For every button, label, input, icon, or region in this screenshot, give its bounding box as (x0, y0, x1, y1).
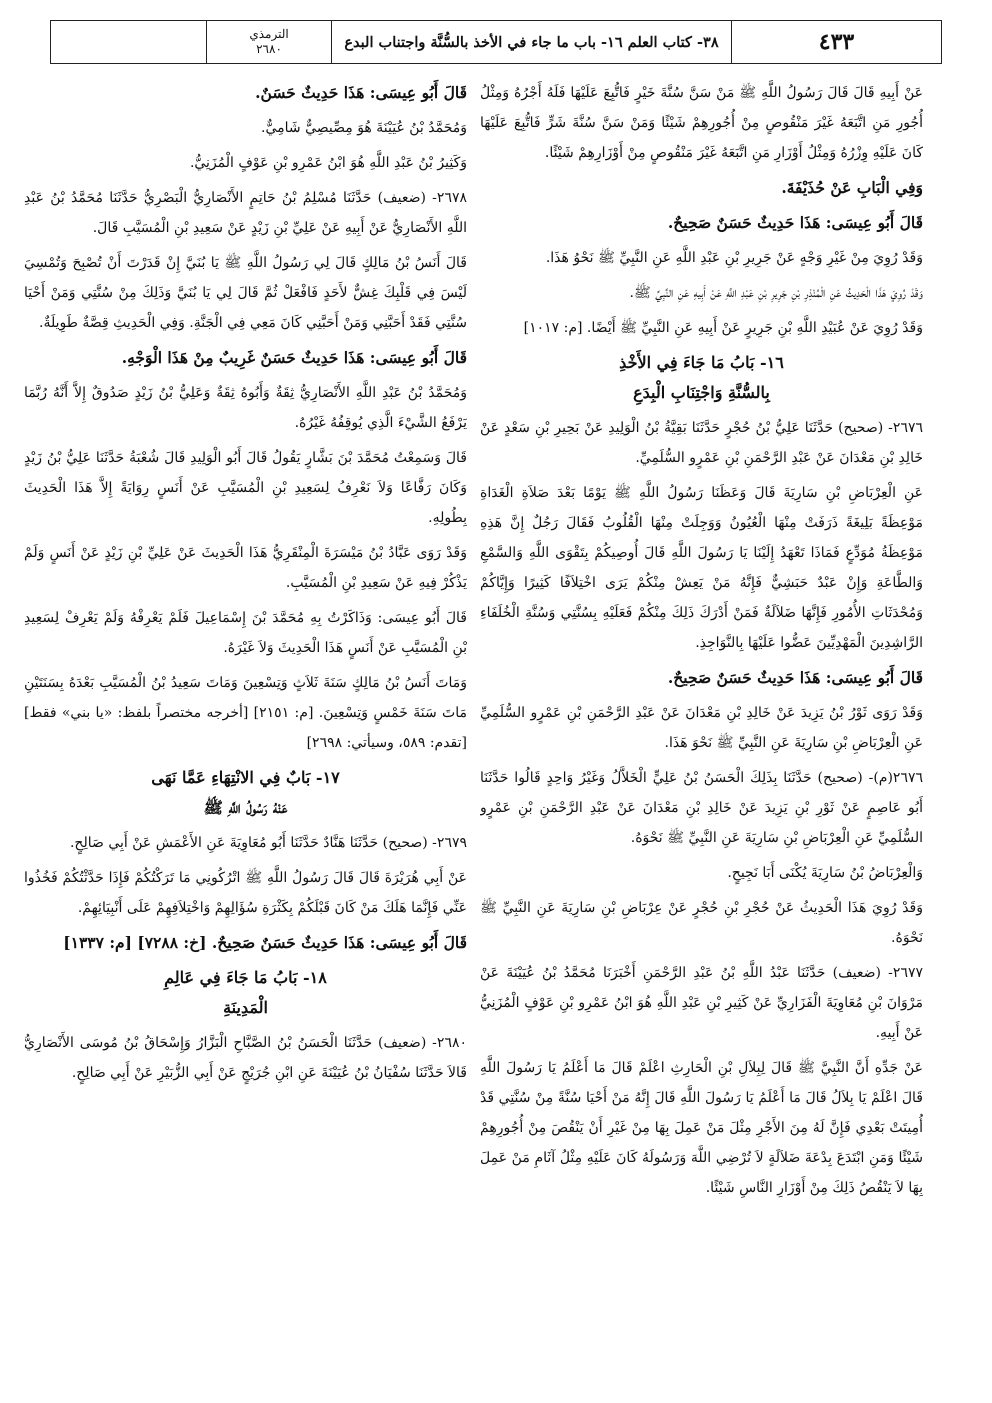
source-box (206, 21, 331, 63)
abu-isa-comment: قَالَ أَبُو عِيسَى: هَذَا حَدِيثٌ حَسَنٌ. (255, 83, 467, 102)
text-paragraph: عَنْ أَبِي هُرَيْرَةَ قَالَ قَالَ رَسُولُ اللَّهِ ﷺ اتْرُكُونِي مَا تَرَكْتُكُمْ فَإِذَا حَدَّثْتُكُمْ فَخُذُوا عَنِّي فَإِنَّمَا هَلَكَ مَنْ كَانَ قَبْلَكُمْ بِكَثْرَةِ سُؤَالِهِمْ وَاخْتِلاَفِهِمْ عَلَى أَنْبِيَائِهِمْ. (24, 870, 467, 916)
hadith-2678: ٢٦٧٨- (ضعيف) حَدَّثَنَا مُسْلِمُ بْنُ حَاتِمٍ الأَنْصَارِيُّ الْبَصْرِيُّ حَدَّثَنَا مُحَمَّدُ بْنُ عَبْدِ اللَّهِ الأَنْصَارِيُّ عَنْ أَبِيهِ عَنْ عَلِيِّ بْنِ زَيْدٍ عَنْ سَعِيدِ بْنِ الْمُسَيَّبِ قَالَ. (24, 190, 467, 236)
hadith-2679: ٢٦٧٩- (صحيح) حَدَّثَنَا هَنَّادٌ حَدَّثَنَا أَبُو مُعَاوِيَةَ عَنِ الأَعْمَشِ عَنْ أَبِي صَالِحٍ. (69, 835, 467, 851)
abu-isa-comment: قَالَ أَبُو عِيسَى: هَذَا حَدِيثٌ حَسَنٌ صَحِيحٌ. [خ: ٧٢٨٨] [م: ١٣٣٧] (63, 933, 467, 952)
text-paragraph: وَمُحَمَّدُ بْنُ عَبْدِ اللَّهِ الأَنْصَارِيُّ ثِقَةٌ وَأَبُوهُ ثِقَةٌ وَعَلِيُّ بْنُ زَيْدٍ صَدُوقٌ إِلاَّ أَنَّهُ رُبَّمَا يَرْفَعُ الشَّيْءَ الَّذِي يُوقِفُهُ غَيْرُهُ. (24, 385, 467, 431)
text-paragraph: وَقَدْ رُوِيَ مِنْ غَيْرِ وَجْهٍ عَنْ جَرِيرِ بْنِ عَبْدِ اللَّهِ عَنِ النَّبِيِّ ﷺ نَحْوُ هَذَا. (545, 250, 923, 266)
text-paragraph: وَكَثِيرُ بْنُ عَبْدِ اللَّهِ هُوَ ابْنُ عَمْرِو بْنِ عَوْفٍ الْمُزَنِيُّ. (189, 155, 467, 171)
hadith-range: ٢٦٨٠ (256, 42, 282, 56)
hadith-2676m: ٢٦٧٦(م)- (صحيح) حَدَّثَنَا بِذَلِكَ الْحَسَنُ بْنُ عَلِيٍّ الْخَلاَّلُ وَغَيْرُ وَاحِدٍ قَالُوا حَدَّثَنَا أَبُو عَاصِمٍ عَنْ ثَوْرِ بْنِ يَزِيدَ عَنْ خَالِدِ بْنِ مَعْدَانَ عَنْ عَبْدِ الرَّحْمَنِ بْنِ عَمْرٍو السُّلَمِيِّ عَنِ الْعِرْبَاضِ بْنِ سَارِيَةَ عَنِ النَّبِيِّ ﷺ نَحْوَهُ. (480, 770, 923, 846)
abu-isa-comment: قَالَ أَبُو عِيسَى: وَذَاكَرْتُ بِهِ مُحَمَّدَ بْنَ إِسْمَاعِيلَ فَلَمْ يَعْرِفْهُ وَلَمْ يَعْرِفْ لِسَعِيدِ بْنِ الْمُسَيَّبِ عَنْ أَنَسٍ هَذَا الْحَدِيثَ وَلاَ غَيْرَهُ. (24, 610, 467, 656)
running-title: ٣٨- كتاب العلم ١٦- باب ما جاء في الأخذ بالسُّنَّة واجتناب البدع (331, 21, 731, 63)
text-paragraph: قَالَ أَنَسُ بْنُ مَالِكٍ قَالَ لِي رَسُولُ اللَّهِ ﷺ يَا بُنَيَّ إِنْ قَدَرْتَ أَنْ تُصْبِحَ وَتُمْسِيَ لَيْسَ فِي قَلْبِكَ غِشٌّ لأَحَدٍ فَافْعَلْ ثُمَّ قَالَ لِي يَا بُنَيَّ وَذَلِكَ مِنْ سُنَّتِي وَمَنْ أَحْيَا سُنَّتِي فَقَدْ أَحَبَّنِي وَمَنْ أَحَبَّنِي كَانَ مَعِي فِي الْجَنَّةِ. وَفِي الْحَدِيثِ قِصَّةٌ طَوِيلَةٌ. (24, 255, 467, 331)
abu-isa-comment: قَالَ أَبُو عِيسَى: هَذَا حَدِيثٌ حَسَنٌ صَحِيحٌ. (667, 213, 923, 232)
abu-isa-comment: قَالَ أَبُو عِيسَى: هَذَا حَدِيثٌ حَسَنٌ غَرِيبٌ مِنْ هَذَا الْوَجْهِ. (121, 348, 467, 367)
text-paragraph: وَفِي الْبَابِ عَنْ حُذَيْفَةَ. (781, 178, 923, 197)
abu-isa-comment: قَالَ أَبُو عِيسَى: هَذَا حَدِيثٌ حَسَنٌ صَحِيحٌ. (667, 668, 923, 687)
text-paragraph: وَقَدْ رَوَى ثَوْرُ بْنُ يَزِيدَ عَنْ خَالِدِ بْنِ مَعْدَانَ عَنْ عَبْدِ الرَّحْمَنِ بْنِ عَمْرٍو السُّلَمِيِّ عَنِ الْعِرْبَاضِ بْنِ سَارِيَةَ عَنِ النَّبِيِّ ﷺ نَحْوَ هَذَا. (480, 705, 923, 751)
text-paragraph: وَمَاتَ أَنَسُ بْنُ مَالِكٍ سَنَةَ ثَلاَثٍ وَتِسْعِينَ وَمَاتَ سَعِيدُ بْنُ الْمُسَيَّبِ بَعْدَهُ بِسَنَتَيْنِ مَاتَ سَنَةَ خَمْسٍ وَتِسْعِينَ. [م: ٢١٥١] [أخرجه مختصراً بلفظ: «يا بني» فقط] [تقدم: ٥٨٩، وسيأتي: ٢٦٩٨] (24, 675, 467, 751)
chapter-heading-line: ١٨- بَابُ مَا جَاءَ فِي عَالِمِ (164, 968, 327, 987)
page-number: ٤٣٣ (731, 21, 941, 63)
chapter-heading-17 (24, 763, 467, 823)
text-paragraph: وَقَدْ رُوِيَ عَنْ عُبَيْدِ اللَّهِ بْنِ جَرِيرٍ عَنْ أَبِيهِ عَنِ النَّبِيِّ ﷺ أَيْضًا. [م: ١٠١٧] (523, 320, 923, 336)
source-name: الترمذي (249, 27, 289, 41)
text-paragraph: قَالَ وَسَمِعْتُ مُحَمَّدَ بْنَ بَشَّارٍ يَقُولُ قَالَ أَبُو الْوَلِيدِ قَالَ شُعْبَةُ حَدَّثَنَا عَلِيُّ بْنُ زَيْدٍ وَكَانَ رَفَّاعًا وَلاَ نَعْرِفُ لِسَعِيدِ بْنِ الْمُسَيَّبِ عَنْ أَنَسٍ رِوَايَةً إِلاَّ هَذَا الْحَدِيثَ بِطُولِهِ. (24, 450, 467, 526)
hadith-2680: ٢٦٨٠- (ضعيف) حَدَّثَنَا الْحَسَنُ بْنُ الصَّبَّاحِ الْبَزَّارُ وَإِسْحَاقُ بْنُ مُوسَى الأَنْصَارِيُّ قَالاَ حَدَّثَنَا سُفْيَانُ بْنُ عُيَيْنَةَ عَنِ ابْنِ جُرَيْجٍ عَنْ أَبِي الزُّبَيْرِ عَنْ أَبِي صَالِحٍ. (24, 1035, 467, 1081)
text-paragraph: وَقَدْ رَوَى عَبَّادُ بْنُ مَيْسَرَةَ الْمِنْقَرِيُّ هَذَا الْحَدِيثَ عَنْ عَلِيِّ بْنِ زَيْدٍ عَنْ أَنَسٍ وَلَمْ يَذْكُرْ فِيهِ عَنْ سَعِيدِ بْنِ الْمُسَيَّبِ. (24, 545, 467, 591)
chapter-heading-16 (480, 348, 923, 408)
chapter-heading-line: ١٧- بَابٌ فِي الانْتِهَاءِ عَمَّا نَهَى (151, 768, 340, 787)
text-paragraph: عَنْ أَبِيهِ قَالَ قَالَ رَسُولُ اللَّهِ ﷺ مَنْ سَنَّ سُنَّةَ خَيْرٍ فَاتُّبِعَ عَلَيْهَا فَلَهُ أَجْرُهُ وَمِثْلُ أُجُورِ مَنِ اتَّبَعَهُ غَيْرَ مَنْقُوصٍ مِنْ أُجُورِهِمْ شَيْئًا وَمَنْ سَنَّ سُنَّةَ شَرٍّ فَاتُّبِعَ عَلَيْهَا كَانَ عَلَيْهِ وِزْرُهُ وَمِثْلُ أَوْزَارِ مَنِ اتَّبَعَهُ غَيْرَ مَنْقُوصٍ مِنْ أَوْزَارِهِمْ شَيْئًا. (480, 85, 923, 161)
left-column (24, 78, 467, 1378)
chapter-heading-line: بِالسُّنَّةِ وَاجْتِنَابِ الْبِدَعِ (633, 383, 770, 402)
chapter-heading-line: ١٦- بَابُ مَا جَاءَ فِي الأَخْذِ (619, 353, 784, 372)
chapter-heading-line: عَنْهُ رَسُولُ اللَّهِ ﷺ (203, 798, 288, 817)
hadith-2676: ٢٦٧٦- (صحيح) حَدَّثَنَا عَلِيُّ بْنُ حُجْرٍ حَدَّثَنَا بَقِيَّةُ بْنُ الْوَلِيدِ عَنْ بَحِيرِ بْنِ سَعْدٍ عَنْ خَالِدِ بْنِ مَعْدَانَ عَنْ عَبْدِ الرَّحْمَنِ بْنِ عَمْرٍو السُّلَمِيِّ. (480, 420, 923, 466)
empty-header-cell (51, 21, 206, 63)
text-paragraph: وَقَدْ رُوِيَ هَذَا الْحَدِيثُ عَنِ الْمُنْذِرِ بْنِ جَرِيرِ بْنِ عَبْدِ اللَّهِ عَنْ أَبِيهِ عَنِ النَّبِيِّ ﷺ. (629, 285, 923, 301)
hadith-2677: ٢٦٧٧- (ضعيف) حَدَّثَنَا عَبْدُ اللَّهِ بْنُ عَبْدِ الرَّحْمَنِ أَخْبَرَنَا مُحَمَّدُ بْنُ عُيَيْنَةَ عَنْ مَرْوَانَ بْنِ مُعَاوِيَةَ الْفَزَارِيِّ عَنْ كَثِيرِ بْنِ عَبْدِ اللَّهِ هُوَ ابْنُ عَمْرِو بْنِ عَوْفٍ الْمُزَنِيُّ عَنْ أَبِيهِ. (480, 965, 923, 1041)
right-column (480, 78, 923, 1378)
chapter-heading-18 (24, 963, 467, 1023)
text-paragraph: عَنِ الْعِرْبَاضِ بْنِ سَارِيَةَ قَالَ وَعَظَنَا رَسُولُ اللَّهِ ﷺ يَوْمًا بَعْدَ صَلاَةِ الْغَدَاةِ مَوْعِظَةً بَلِيغَةً ذَرَفَتْ مِنْهَا الْعُيُونُ وَوَجِلَتْ مِنْهَا الْقُلُوبُ فَقَالَ رَجُلٌ إِنَّ هَذِهِ مَوْعِظَةُ مُوَدِّعٍ فَمَاذَا تَعْهَدُ إِلَيْنَا يَا رَسُولَ اللَّهِ قَالَ أُوصِيكُمْ بِتَقْوَى اللَّهِ وَالسَّمْعِ وَالطَّاعَةِ وَإِنْ عَبْدٌ حَبَشِيٌّ فَإِنَّهُ مَنْ يَعِشْ مِنْكُمْ يَرَى اخْتِلاَفًا كَثِيرًا وَإِيَّاكُمْ وَمُحْدَثَاتِ الأُمُورِ فَإِنَّهَا ضَلاَلَةٌ فَمَنْ أَدْرَكَ ذَلِكَ مِنْكُمْ فَعَلَيْهِ بِسُنَّتِي وَسُنَّةِ الْخُلَفَاءِ الرَّاشِدِينَ الْمَهْدِيِّينَ عَضُّوا عَلَيْهَا بِالنَّوَاجِذِ. (480, 485, 923, 651)
page-header (50, 20, 942, 64)
text-paragraph: عَنْ جَدِّهِ أَنَّ النَّبِيَّ ﷺ قَالَ لِبِلاَلِ بْنِ الْحَارِثِ اعْلَمْ قَالَ مَا أَعْلَمُ يَا رَسُولَ اللَّهِ قَالَ اعْلَمْ يَا بِلاَلُ قَالَ مَا أَعْلَمُ يَا رَسُولَ اللَّهِ قَالَ إِنَّهُ مَنْ أَحْيَا سُنَّةً مِنْ سُنَّتِي قَدْ أُمِيتَتْ بَعْدِي فَإِنَّ لَهُ مِنَ الأَجْرِ مِثْلَ مَنْ عَمِلَ بِهَا مِنْ غَيْرِ أَنْ يَنْقُصَ مِنْ أُجُورِهِمْ شَيْئًا وَمَنِ ابْتَدَعَ بِدْعَةَ ضَلاَلَةٍ لاَ تُرْضِي اللَّهَ وَرَسُولَهُ كَانَ عَلَيْهِ مِثْلُ آثَامِ مَنْ عَمِلَ بِهَا لاَ يَنْقُصُ ذَلِكَ مِنْ أَوْزَارِ النَّاسِ شَيْئًا. (480, 1060, 923, 1196)
text-paragraph: وَمُحَمَّدُ بْنُ عُيَيْنَةَ هُوَ مِصِّيصِيٌّ شَامِيٌّ. (261, 120, 467, 136)
text-paragraph: وَقَدْ رُوِيَ هَذَا الْحَدِيثُ عَنْ حُجْرِ بْنِ حُجْرٍ عَنْ عِرْبَاضِ بْنِ سَارِيَةَ عَنِ النَّبِيِّ ﷺ نَحْوَهُ. (480, 900, 923, 946)
text-paragraph: وَالْعِرْبَاضُ بْنُ سَارِيَةَ يُكْنَى أَبَا نَجِيحٍ. (727, 865, 923, 881)
chapter-heading-line: الْمَدِينَةِ (223, 998, 268, 1017)
